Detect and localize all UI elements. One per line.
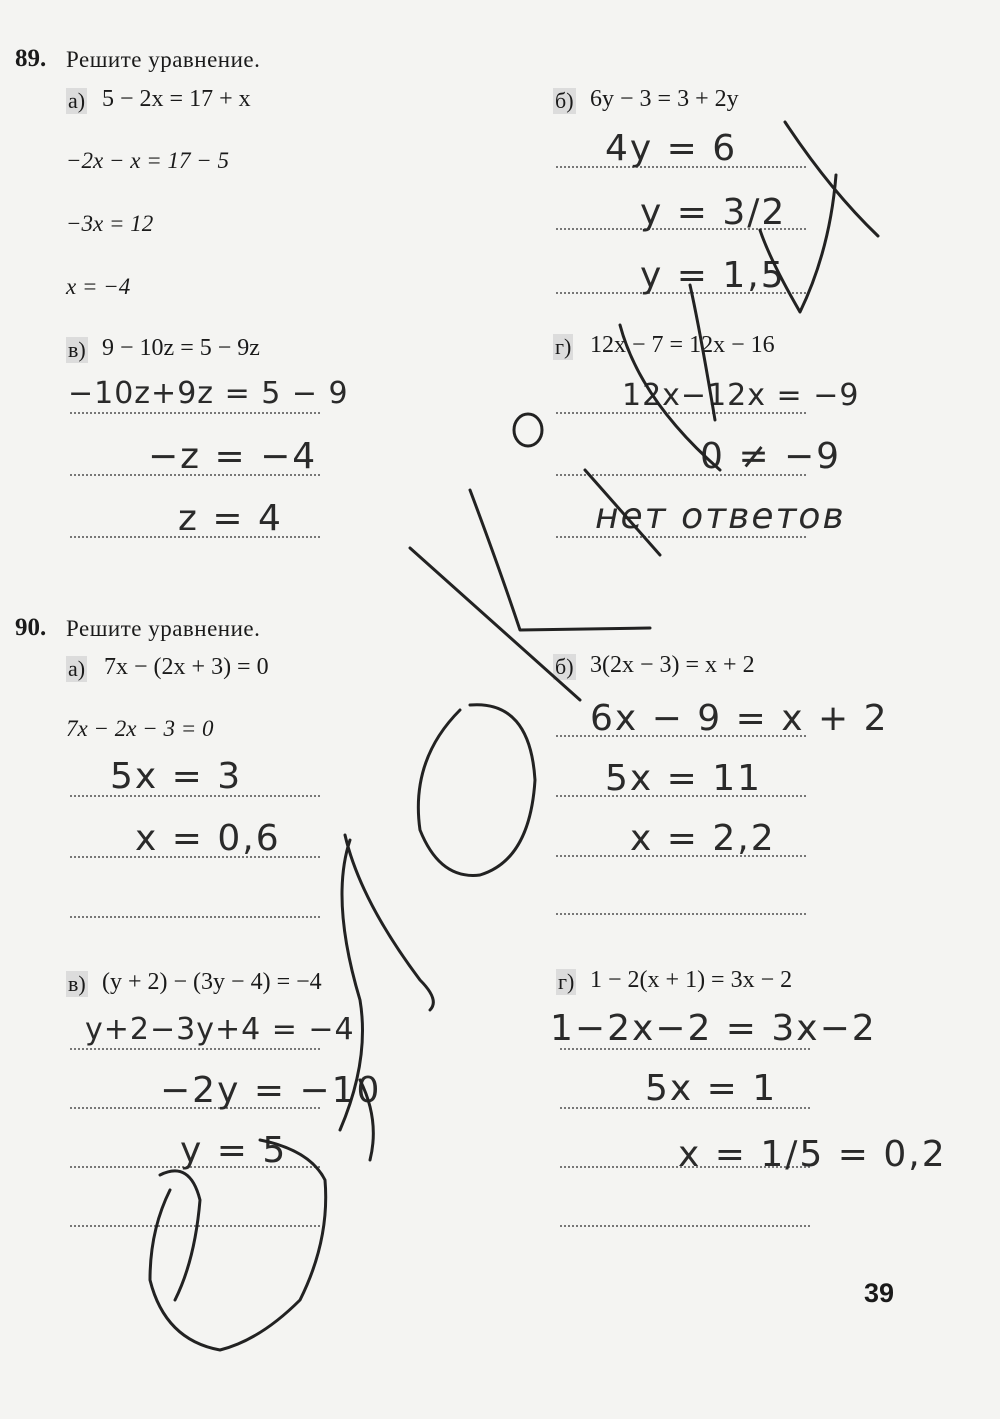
task-90b-equation: 3(2x − 3) = x + 2 [590, 652, 755, 678]
task-90g-label: г) [558, 969, 575, 994]
task-90v-hand-2: −2y = −10 [160, 1070, 382, 1111]
task-89a-step-2: −3x = 12 [66, 211, 154, 236]
scribble-stroke [150, 1140, 326, 1350]
task-89-number: 89. [15, 45, 47, 72]
task-89b-hand-2: y = 3/2 [640, 192, 787, 233]
task-90b-hand-2: 5x = 11 [605, 758, 763, 799]
page-number: 39 [864, 1278, 895, 1308]
task-90g-hand-1: 1−2x−2 = 3x−2 [550, 1008, 877, 1049]
task-90v-hand-1: y+2−3y+4 = −4 [85, 1012, 355, 1047]
task-89g-equation: 12x − 7 = 12x − 16 [590, 332, 775, 358]
scribble-stroke [160, 1171, 200, 1300]
task-90b-label: б) [555, 654, 574, 679]
task-90a-equation: 7x − (2x + 3) = 0 [104, 654, 269, 680]
task-89a-label: а) [68, 88, 86, 113]
task-90a-step-1: 7x − 2x − 3 = 0 [66, 716, 214, 741]
task-89b-label: б) [555, 88, 574, 113]
task-90-number: 90. [15, 614, 47, 641]
task-89v-hand-1: −10z+9z = 5 − 9 [68, 376, 349, 411]
task-90a-label: а) [68, 656, 86, 681]
task-89b-hand-1: 4y = 6 [605, 128, 738, 169]
task-90v-label: в) [68, 971, 86, 996]
scribble-stroke [418, 705, 535, 876]
answer-line [70, 1048, 320, 1050]
task-89b-equation: 6y − 3 = 3 + 2y [590, 86, 739, 112]
answer-line [70, 1225, 320, 1227]
task-89g-hand-1: 12x−12x = −9 [622, 378, 860, 413]
scribble-stroke [514, 414, 542, 446]
task-90v-hand-3: y = 5 [180, 1130, 288, 1171]
task-90b-hand-1: 6x − 9 = x + 2 [590, 698, 889, 739]
task-90g-hand-3: x = 1/5 = 0,2 [678, 1134, 947, 1175]
task-89-title: Решите уравнение. [66, 47, 261, 72]
task-89b-hand-3: y = 1,5 [640, 255, 786, 296]
task-89v-hand-2: −z = −4 [148, 436, 318, 477]
task-89a-step-3: x = −4 [66, 274, 131, 299]
task-89g-hand-3: нет ответов [595, 496, 846, 537]
scribble-stroke [345, 835, 433, 1010]
answer-line [70, 412, 320, 414]
task-90b-hand-3: x = 2,2 [630, 818, 776, 859]
task-90a-hand-1: 5x = 3 [110, 756, 243, 797]
task-89g-label: г) [555, 334, 572, 359]
task-89a-equation: 5 − 2x = 17 + x [102, 86, 251, 112]
task-90g-equation: 1 − 2(x + 1) = 3x − 2 [590, 967, 793, 993]
task-89v-hand-3: z = 4 [178, 498, 283, 539]
answer-line [556, 913, 806, 915]
answer-line [70, 916, 320, 918]
task-89v-equation: 9 − 10z = 5 − 9z [102, 335, 260, 361]
task-90v-equation: (y + 2) − (3y − 4) = −4 [102, 969, 322, 995]
task-89g-hand-2: 0 ≠ −9 [700, 436, 842, 477]
answer-line [560, 1225, 810, 1227]
task-89v-label: в) [68, 337, 86, 362]
task-90-title: Решите уравнение. [66, 616, 261, 641]
task-90g-hand-2: 5x = 1 [645, 1068, 778, 1109]
task-89a-step-1: −2x − x = 17 − 5 [66, 148, 229, 173]
task-90a-hand-2: x = 0,6 [135, 818, 281, 859]
scribble-stroke [785, 122, 878, 236]
